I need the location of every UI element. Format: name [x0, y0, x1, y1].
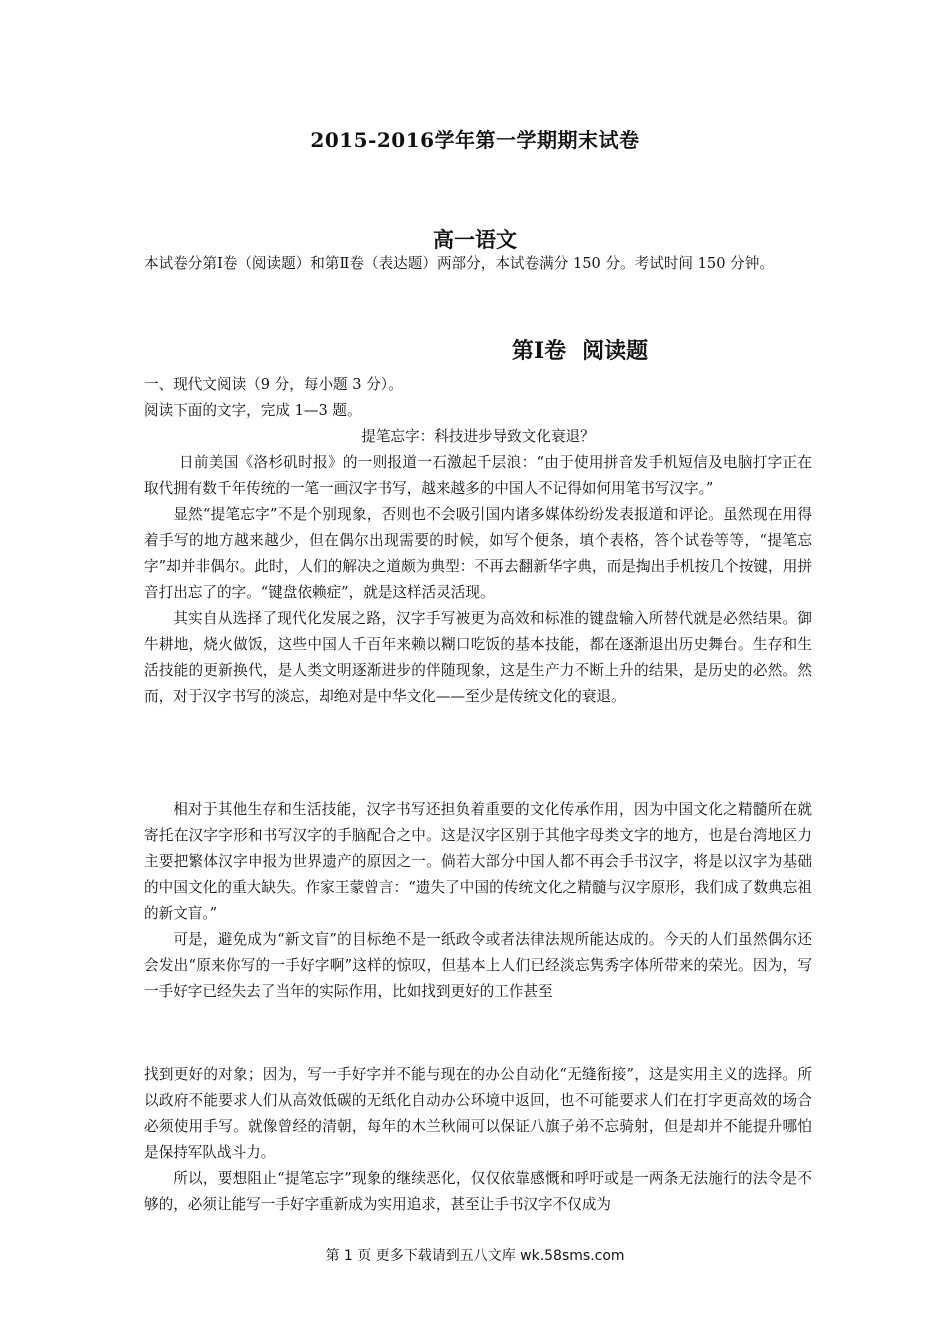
article-title: 提笔忘字：科技进步导致文化衰退？ — [361, 428, 595, 445]
volume-heading — [0, 334, 950, 365]
exam-intro: 本试卷分第Ⅰ卷（阅读题）和第Ⅱ卷（表达题）两部分，本试卷满分 150 分。考试时间 150 分钟。 — [144, 255, 774, 272]
reading-section — [144, 372, 812, 710]
paragraph: 所以，要想阻止“提笔忘字”现象的继续恶化，仅仅依靠感慨和呼吁或是一两条无法施行的法令是不够的，必须让能写一手好字重新成为实用追求，甚至让手书汉字不仅成为 — [144, 1170, 812, 1213]
section-heading: 一、现代文阅读（9 分，每小题 3 分）。 — [144, 376, 403, 393]
paragraph: 找到更好的对象；因为，写一手好字并不能与现在的办公自动化“无缝衔接”，这是实用主义的选择。所以政府不能要求人们从高效低碳的无纸化自动办公环境中返回，也不可能要求人们在打字更高效的场合必须使用手写。就像曾经的清朝，每年的木兰秋闹可以保证八旗子弟不忘骑射，但是却并不能提升哪怕是保持军队战斗力。 — [144, 1066, 812, 1161]
paragraph: 相对于其他生存和生活技能，汉字书写还担负着重要的文化传承作用，因为中国文化之精髓所在就寄托在汉字字形和书写汉字的手脑配合之中。这是汉字区别于其他字母类文字的地方，也是台湾地区力主要把繁体汉字申报为世界遗产的原因之一。倘若大部分中国人都不再会手书汉字，将是以汉字为基础的中国文化的重大缺失。作家王蒙曾言：“遗失了中国的传统文化之精髓与汉字原形，我们成了数典忘祖的新文盲。” — [144, 801, 812, 922]
reading-continued — [144, 797, 812, 1005]
exam-title: 2015-2016学年第一学期期末试卷 — [310, 128, 640, 152]
instruction: 阅读下面的文字，完成 1—3 题。 — [144, 402, 362, 419]
reading-lower — [144, 1062, 812, 1218]
subject-heading: 高一语文 — [433, 227, 517, 252]
paragraph: 可是，避免成为“新文盲”的目标绝不是一纸政令或者法律法规所能达成的。今天的人们虽然偶尔还会发出“原来你写的一手好字啊”这样的惊叹，但基本上人们已经淡忘隽秀字体所带来的荣光。因为，写一手好字已经失去了当年的实际作用，比如找到更好的工作甚至 — [144, 931, 812, 1000]
paragraph: 日前美国《洛杉矶时报》的一则报道一石激起千层浪：“由于使用拼音发手机短信及电脑打字正在取代拥有数千年传统的一笔一画汉字书写，越来越多的中国人不记得如何用笔书写汉字。” — [144, 454, 812, 497]
paragraph: 其实自从选择了现代化发展之路，汉字手写被更为高效和标准的键盘输入所替代就是必然结果。御牛耕地，烧火做饭，这些中国人千百年来赖以糊口吃饭的基本技能，都在逐渐退出历史舞台。生存和生活技能的更新换代，是人类文明逐渐进步的伴随现象，这是生产力不断上升的结果，是历史的必然。然而，对于汉字书写的淡忘，却绝对是中华文化——至少是传统文化的衰退。 — [144, 610, 812, 705]
paragraph: 显然“提笔忘字”不是个别现象，否则也不会吸引国内诸多媒体纷纷发表报道和评论。虽然现在用得着手写的地方越来越少，但在偶尔出现需要的时候，如写个便条，填个表格，答个试卷等等，“提笔忘字”却并非偶尔。此时，人们的解决之道颇为典型：不再去翻新华字典，而是掏出手机按几个按键，用拼音打出忘了的字。“键盘依赖症”，就是这样活灵活现。 — [144, 506, 812, 601]
volume-label: 第Ⅰ卷 — [511, 338, 567, 364]
volume-name: 阅读题 — [582, 338, 649, 364]
page-footer: 第 1 页 更多下载请到五八文库 wk.58sms.com — [325, 1248, 625, 1264]
